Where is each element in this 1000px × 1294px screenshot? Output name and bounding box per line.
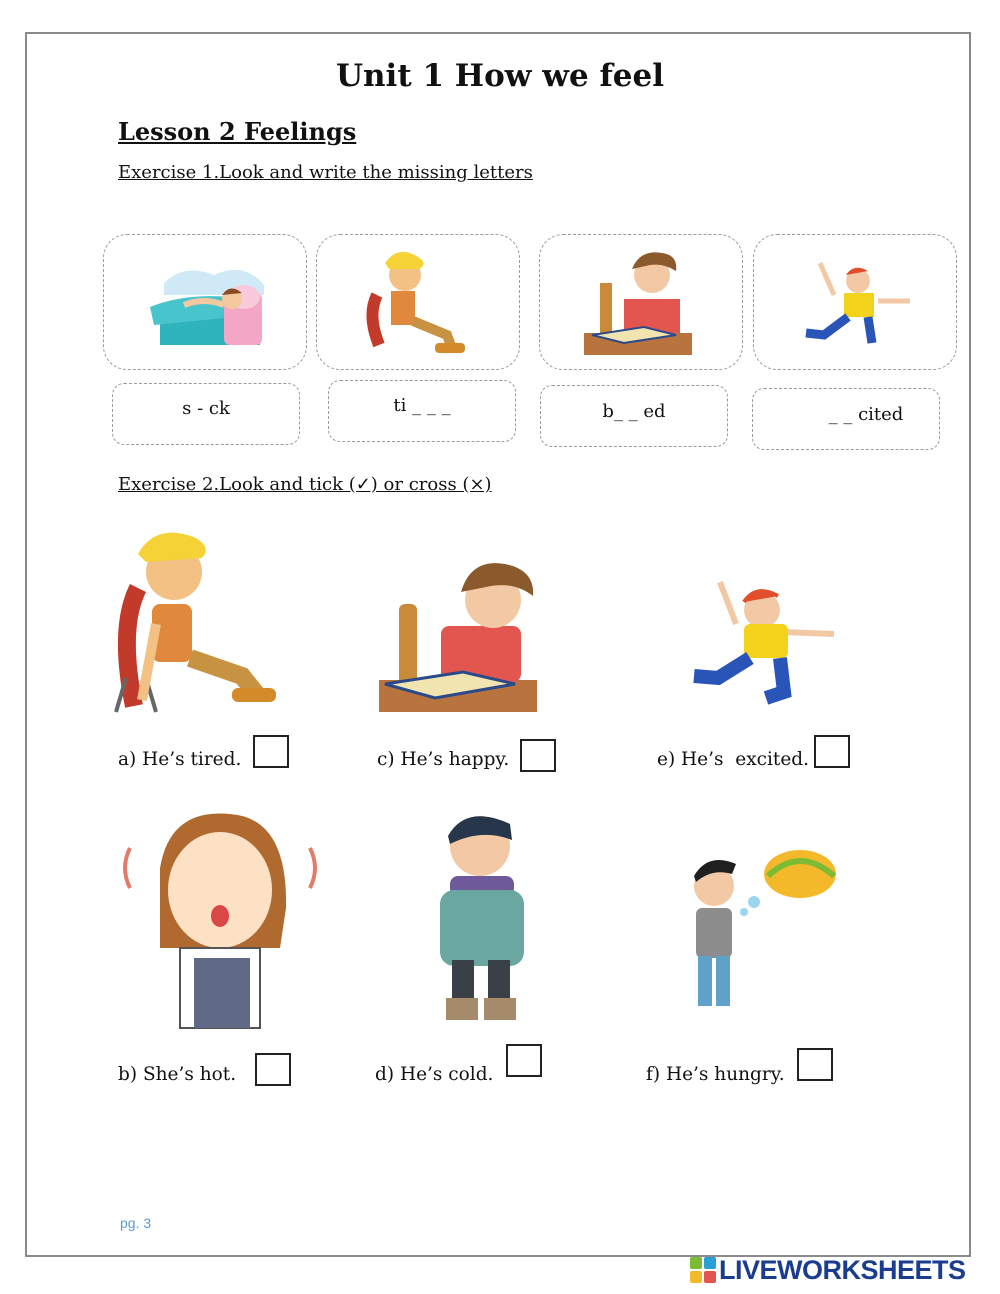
picture-tired-small bbox=[316, 234, 520, 370]
picture-bored-small bbox=[539, 234, 743, 370]
caption-happy: c) He’s happy. bbox=[377, 749, 510, 770]
tick-box-cold[interactable] bbox=[506, 1044, 542, 1077]
page-title: Unit 1 How we feel bbox=[335, 58, 665, 94]
word-box-3[interactable] bbox=[540, 385, 728, 447]
picture-excited-small bbox=[753, 234, 957, 370]
exercise-1-instruction: Exercise 1.Look and write the missing letters bbox=[118, 162, 533, 183]
word-box-1[interactable] bbox=[112, 383, 300, 445]
exercise-2-instruction: Exercise 2.Look and tick (✓) or cross (×) bbox=[118, 474, 492, 495]
word-clue: s - ck bbox=[182, 398, 230, 419]
page-number: pg. 3 bbox=[120, 1215, 152, 1231]
illustration-hot-girl bbox=[120, 808, 320, 1030]
tick-box-tired[interactable] bbox=[253, 735, 289, 768]
illustration-bored-boy bbox=[375, 556, 540, 716]
caption-excited: e) He’s excited. bbox=[657, 749, 810, 770]
word-clue: b_ _ ed bbox=[602, 401, 666, 422]
logo-text: LIVEWORKSHEETS bbox=[719, 1254, 966, 1285]
word-box-4[interactable] bbox=[752, 388, 940, 450]
tick-box-happy[interactable] bbox=[520, 739, 556, 772]
illustration-cold-boy bbox=[426, 810, 546, 1030]
word-box-2[interactable] bbox=[328, 380, 516, 442]
lesson-heading: Lesson 2 Feelings bbox=[118, 117, 357, 146]
illustration-hungry-boy bbox=[684, 846, 840, 1018]
caption-tired: a) He’s tired. bbox=[118, 749, 242, 770]
tick-box-hungry[interactable] bbox=[797, 1048, 833, 1081]
word-clue: _ _ cited bbox=[828, 404, 904, 425]
tick-box-excited[interactable] bbox=[814, 735, 850, 768]
picture-sick bbox=[103, 234, 307, 370]
caption-cold: d) He’s cold. bbox=[375, 1064, 494, 1085]
caption-hungry: f) He’s hungry. bbox=[646, 1064, 785, 1085]
illustration-tired-boy bbox=[112, 528, 282, 718]
liveworksheets-logo bbox=[690, 1255, 966, 1285]
word-clue: ti _ _ _ bbox=[393, 395, 451, 416]
caption-hot: b) She’s hot. bbox=[118, 1064, 237, 1085]
illustration-excited-boy bbox=[684, 574, 844, 709]
logo-mark-icon bbox=[690, 1257, 716, 1283]
tick-box-hot[interactable] bbox=[255, 1053, 291, 1086]
